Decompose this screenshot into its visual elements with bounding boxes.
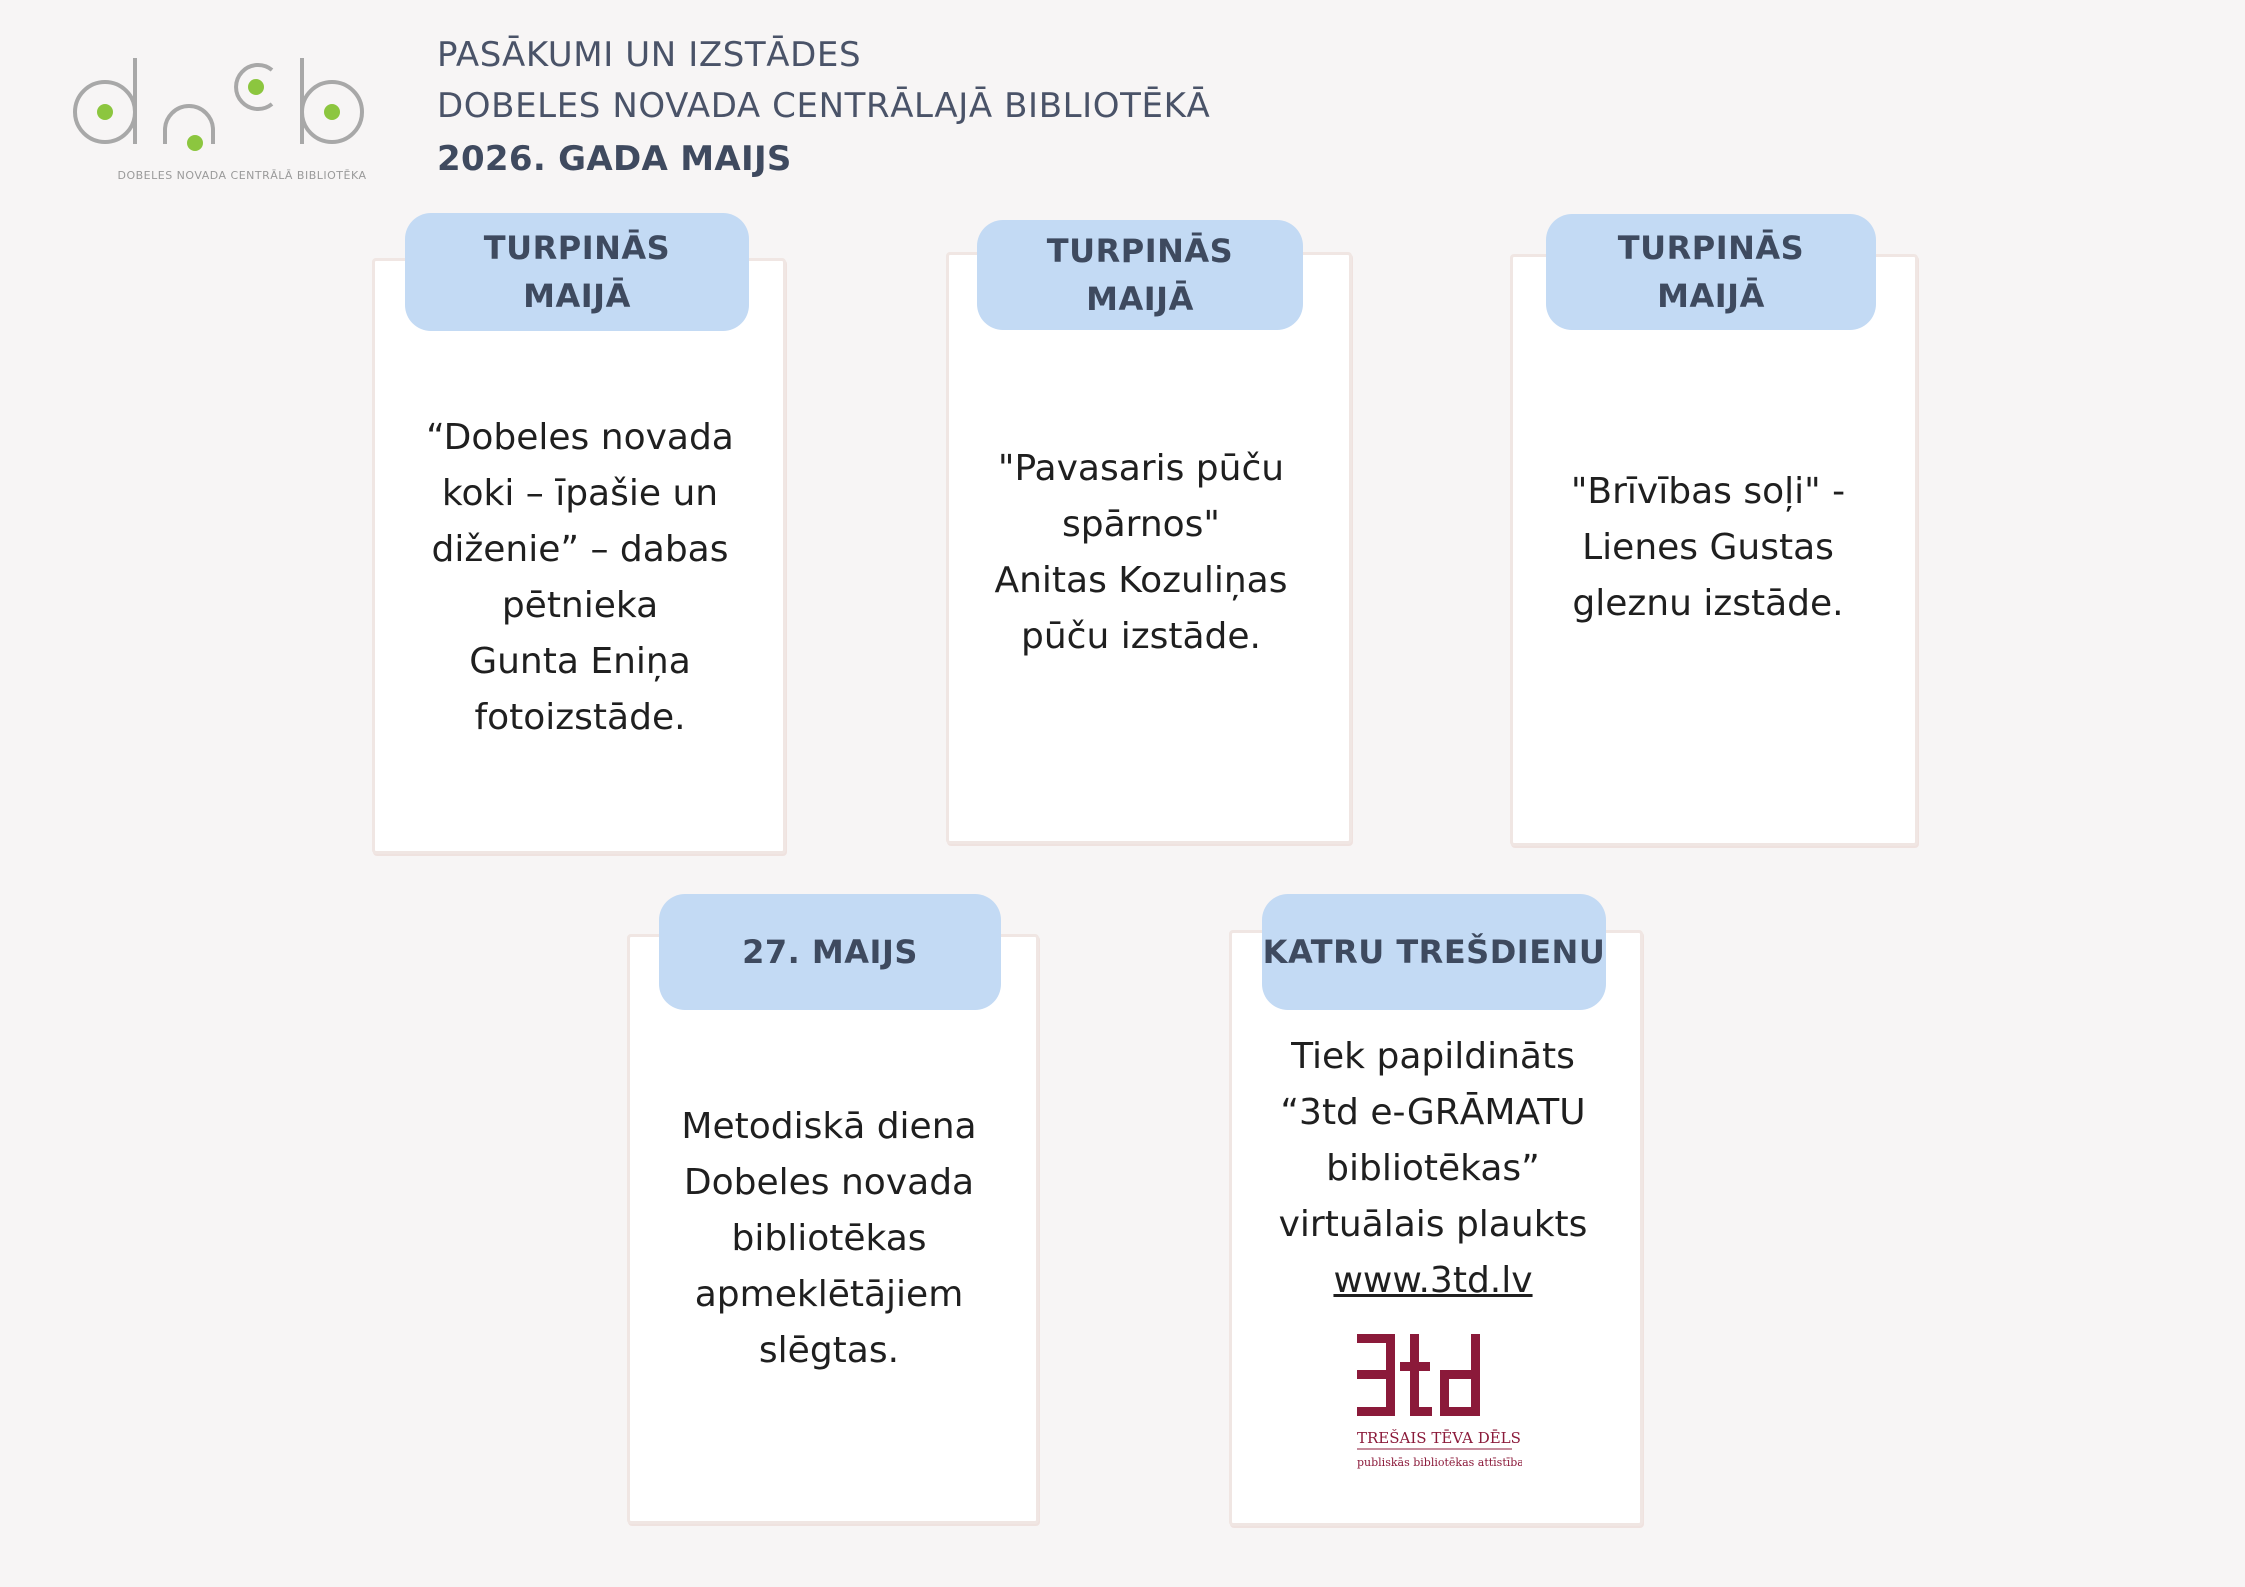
library-logo <box>60 40 380 200</box>
text-line: Tiek papildināts <box>1291 1036 1575 1077</box>
text-line: fotoizstāde. <box>474 697 686 738</box>
event-card-5-tab <box>1262 894 1606 1010</box>
event-card-3-text <box>1508 464 1908 632</box>
event-card-2-tab <box>977 220 1303 330</box>
website-link[interactable]: www.3td.lv <box>1333 1260 1533 1301</box>
3td-logo <box>1352 1328 1522 1478</box>
text-line: pētnieka <box>501 585 659 626</box>
text-line: Gunta Eniņa <box>469 641 691 682</box>
page-header <box>437 30 1210 186</box>
text-line: spārnos" <box>1062 504 1220 545</box>
event-card-5-tab-label: KATRU TREŠDIENU <box>1262 933 1606 971</box>
event-card-4-tab <box>659 894 1001 1010</box>
text-line: "Pavasaris pūču <box>997 448 1285 489</box>
event-card-1-tab-label: TURPINĀS MAIJĀ <box>483 229 671 315</box>
dncb-logo-mark <box>60 40 380 160</box>
text-line: slēgtas. <box>758 1330 900 1371</box>
text-line: Lienes Gustas <box>1582 527 1834 568</box>
text-line: pūču izstāde. <box>1021 616 1261 657</box>
event-card-1-tab <box>405 213 749 331</box>
logo-caption: DOBELES NOVADA CENTRĀLĀ BIBLIOTĒKA <box>117 169 367 182</box>
header-title: PASĀKUMI UN IZSTĀDES <box>437 35 862 75</box>
text-line: “Dobeles novada <box>426 417 734 458</box>
text-line: "Brīvības soļi" - <box>1570 471 1846 512</box>
text-line: bibliotēkas” <box>1326 1148 1540 1189</box>
event-card-5-text <box>1233 1029 1633 1309</box>
text-line: Anitas Kozuliņas <box>994 560 1288 601</box>
event-card-2-text <box>941 441 1341 665</box>
text-line: bibliotēkas <box>731 1218 927 1259</box>
3td-logo-tagline: publiskās bibliotēkas attīstībai <box>1357 1456 1522 1469</box>
header-month: 2026. GADA MAIJS <box>437 139 792 179</box>
text-line: Metodiskā diena <box>681 1106 977 1147</box>
event-card-4-text <box>629 1099 1029 1379</box>
event-card-3-tab <box>1546 214 1876 330</box>
event-card-2-tab-label: TURPINĀS MAIJĀ <box>1046 232 1234 318</box>
text-line: apmeklētājiem <box>694 1274 964 1315</box>
text-line: gleznu izstāde. <box>1572 583 1844 624</box>
text-line: Dobeles novada <box>683 1162 975 1203</box>
3td-logo-name: TREŠAIS TĒVA DĒLS <box>1357 1429 1521 1447</box>
event-card-3-tab-label: TURPINĀS MAIJĀ <box>1617 229 1805 315</box>
text-line: koki – īpašie un <box>441 473 719 514</box>
text-line: “3td e-GRĀMATU <box>1280 1092 1586 1133</box>
text-line: virtuālais plaukts <box>1278 1204 1588 1245</box>
header-subtitle: DOBELES NOVADA CENTRĀLAJĀ BIBLIOTĒKĀ <box>437 86 1211 126</box>
3td-logo-mark <box>1352 1328 1522 1478</box>
text-line: diženie” – dabas <box>431 529 729 570</box>
event-card-1-text <box>380 410 780 746</box>
event-card-4-tab-label: 27. MAIJS <box>742 933 918 971</box>
